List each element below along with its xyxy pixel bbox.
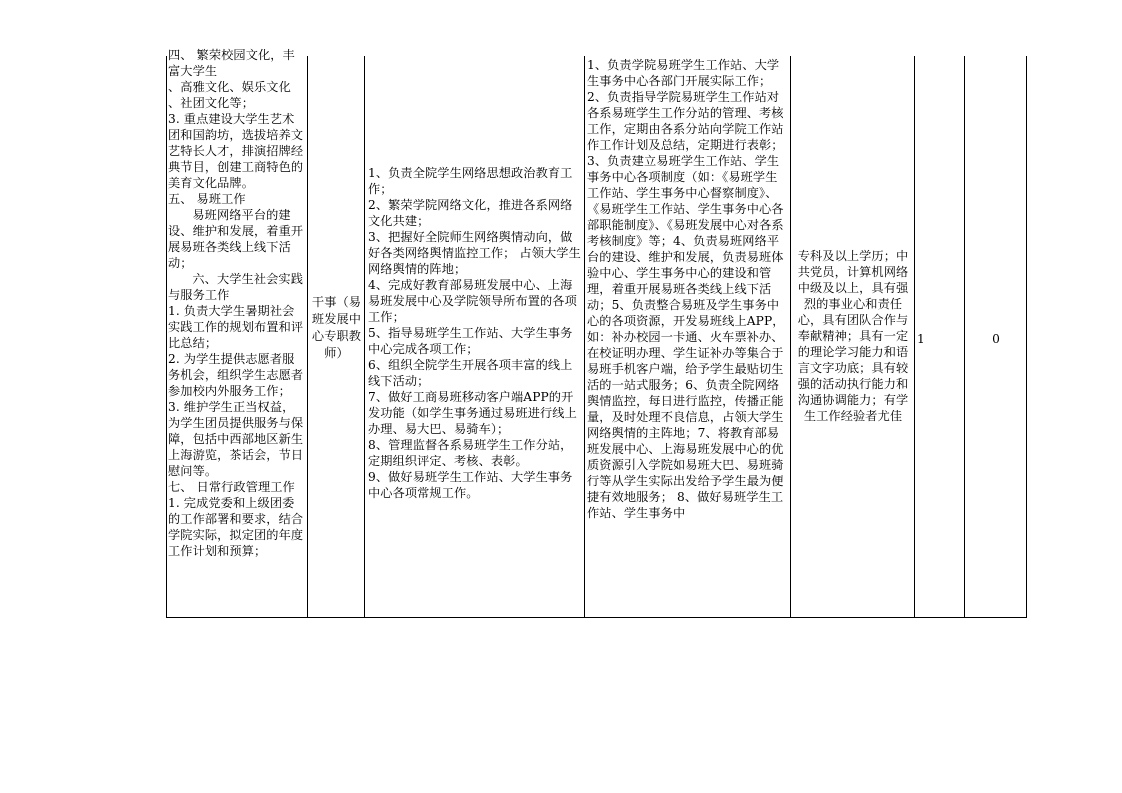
work-content-line: 易班网络平台的建设、维护和发展，着重开展易班各类线上线下活动； <box>168 208 304 270</box>
work-content-cell <box>166 48 307 617</box>
detailed-duties-cell <box>584 56 790 617</box>
position-cell <box>307 56 364 617</box>
work-content-text <box>168 47 305 559</box>
duty-item: 5、指导易班学生工作站、大学生事务中心完成各项工作； <box>368 326 573 356</box>
requirements-cell <box>790 56 914 617</box>
position-title: 干事（易班发展中心专职教师） <box>311 295 362 360</box>
duties-text <box>368 165 582 501</box>
work-content-line: 2. 为学生提供志愿者服务机会，组织学生志愿者参加校内外服务工作； <box>168 352 304 398</box>
work-content-line: 六、大学生社会实践与服务工作 <box>168 272 303 302</box>
duty-item: 6、组织全院学生开展各项丰富的线上线下活动； <box>368 358 573 388</box>
detailed-duties-text: 1、负责学院易班学生工作站、大学生事务中心各部门开展实际工作； 2、负责指导学院易班学生工作站对各系易班学生工作分站的管理、考核工作，定期由各系分站向学院工作站作工作计划及总结，定期进行表彰； 3、负责建立易班学生工作站、学生事务中心各项制度（如：《易班学生工作站、学生事务中心督察制度》、《易班学生工作站、学生事务中心各部职能制度》、《易班发展中心对各系考核制度》等；4、负责易班网络平台的建设、维护和发展，负责易班体验中心、学生事务中心的建设和管理，着重开展易班各类线上线下活动；5、负责整合易班及学生事务中心的各项资源，开发易班线上APP，如：补办校园一卡通、火车票补办、在校证明办理、学生证补办等集合于易班手机客户端，给予学生最贴切生活的一站式服务；6、负责全院网络舆情监控，每日进行监控，传播正能量，及时处理不良信息，占领大学生网络舆情的主阵地；7、将教育部易班发展中心、上海易班发展中心的优质资源引入学院如易班大巴、易班骑行等从学生实际出发给予学生最为便捷有效地服务； 8、做好易班学生工作站、学生事务中 <box>587 58 785 520</box>
work-content-line: 1. 负责大学生暑期社会实践工作的规划布置和评比总结； <box>168 304 304 350</box>
headcount-cell <box>914 56 964 617</box>
work-content-line: 五、 易班工作 <box>168 192 246 206</box>
duty-item: 8、管理监督各系易班学生工作分站，定期组织评定、考核、表彰。 <box>368 438 573 468</box>
duties-cell <box>364 56 584 617</box>
work-content-line: 3. 维护学生正当权益，为学生团员提供服务与保障，包括中西部地区新生上海游览，茶话会，节日慰问等。 <box>168 400 304 478</box>
duty-item: 4、完成好教育部易班发展中心、上海易班发展中心及学院领导所布置的各项工作； <box>368 278 577 324</box>
work-content-line: 1. 完成党委和上级团委的工作部署和要求，结合学院实际，拟定团的年度工作计划和预算； <box>168 496 304 558</box>
duty-item: 7、做好工商易班移动客户端APP的开发功能（如学生事务通过易班进行线上办理、易大巴、易骑车）； <box>368 390 577 436</box>
work-content-line: 四、 繁荣校园文化，丰富大学生 <box>168 48 295 78</box>
count-value: 0 <box>992 332 1000 346</box>
duty-item: 2、繁荣学院网络文化，推进各系网络文化共建； <box>368 198 573 228</box>
work-content-line: 3. 重点建设大学生艺术团和国韵坊，选拔培养文艺特长人才，排演招牌经典节目，创建工商特色的美育文化品牌。 <box>168 112 304 190</box>
duty-item: 9、做好易班学生工作站、大学生事务中心各项常规工作。 <box>368 470 573 500</box>
work-content-line: 七、 日常行政管理工作 <box>168 480 295 494</box>
requirements-text: 专科及以上学历；中共党员，计算机网络中级及以上，具有强烈的事业心和责任心，具有团队合作与奉献精神；具有一定的理论学习能力和语言文字功底；具有较强的活动执行能力和沟通协调能力；有学生工作经验者尤佳 <box>797 249 909 423</box>
job-table <box>166 48 1027 618</box>
headcount-value: 1 <box>917 332 925 346</box>
count-cell <box>964 56 1026 617</box>
work-content-line: 、社团文化等； <box>168 96 255 110</box>
duty-item: 1、负责全院学生网络思想政治教育工作； <box>368 166 573 196</box>
duty-item: 3、把握好全院师生网络舆情动向，做好各类网络舆情监控工作； 占领大学生网络舆情的阵地； <box>368 230 581 276</box>
work-content-line: 、高雅文化、娱乐文化 <box>168 80 291 94</box>
